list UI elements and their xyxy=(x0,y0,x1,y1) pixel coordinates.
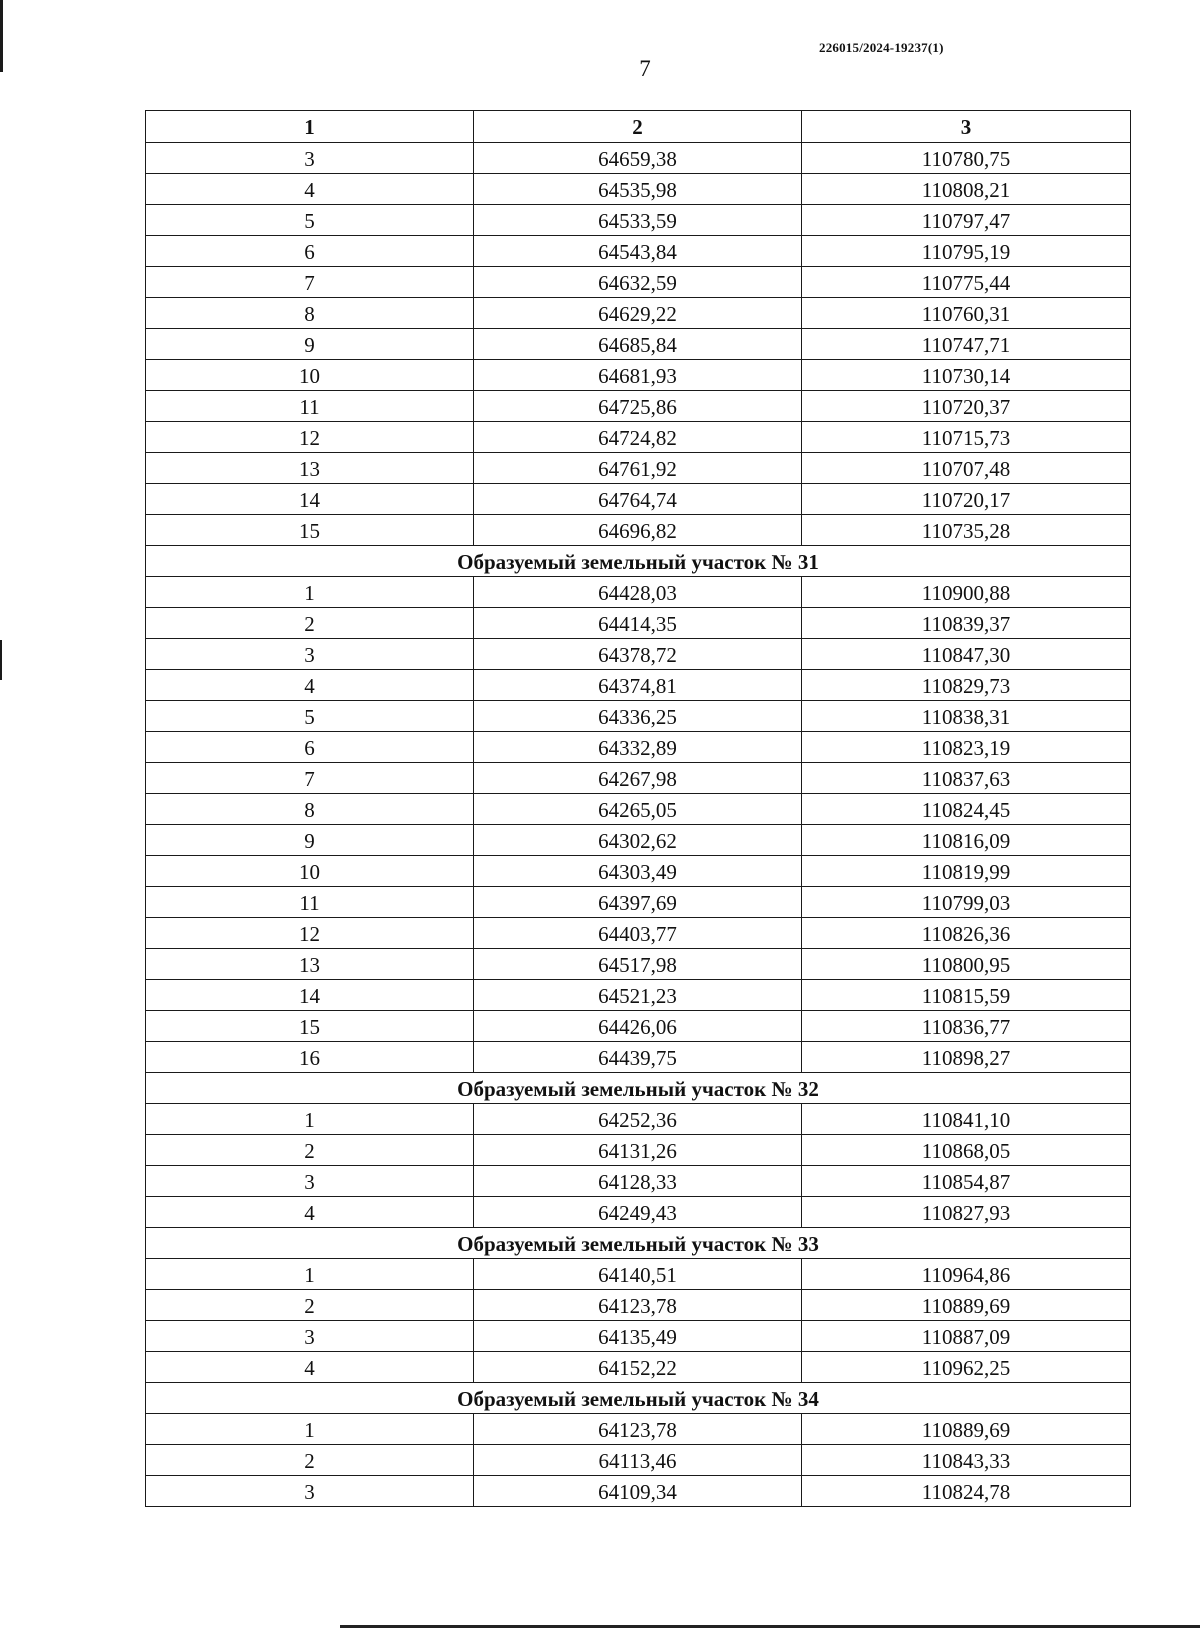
point-number-cell: 6 xyxy=(146,732,474,763)
point-number-cell: 4 xyxy=(146,1197,474,1228)
y-coordinate-cell: 110826,36 xyxy=(802,918,1131,949)
document-number: 226015/2024-19237(1) xyxy=(819,40,944,55)
point-number-cell: 8 xyxy=(146,794,474,825)
y-coordinate-cell: 110841,10 xyxy=(802,1104,1131,1135)
section-heading: Образуемый земельный участок № 34 xyxy=(146,1383,1131,1414)
section-heading: Образуемый земельный участок № 32 xyxy=(146,1073,1131,1104)
point-number-cell: 1 xyxy=(146,1414,474,1445)
x-coordinate-cell: 64403,77 xyxy=(474,918,802,949)
y-coordinate-cell: 110747,71 xyxy=(802,329,1131,360)
x-coordinate-cell: 64414,35 xyxy=(474,608,802,639)
x-coordinate-cell: 64123,78 xyxy=(474,1414,802,1445)
table-row xyxy=(146,360,1131,391)
table-row xyxy=(146,484,1131,515)
table-row xyxy=(146,825,1131,856)
table-body xyxy=(146,143,1131,1507)
x-coordinate-cell: 64685,84 xyxy=(474,329,802,360)
x-coordinate-cell: 64252,36 xyxy=(474,1104,802,1135)
table-row xyxy=(146,1197,1131,1228)
table-row xyxy=(146,949,1131,980)
x-coordinate-cell: 64265,05 xyxy=(474,794,802,825)
y-coordinate-cell: 110900,88 xyxy=(802,577,1131,608)
point-number-cell: 15 xyxy=(146,1011,474,1042)
x-coordinate-cell: 64336,25 xyxy=(474,701,802,732)
point-number-cell: 1 xyxy=(146,1104,474,1135)
x-coordinate-cell: 64632,59 xyxy=(474,267,802,298)
table-row xyxy=(146,639,1131,670)
table-header-row xyxy=(146,111,1131,143)
point-number-cell: 9 xyxy=(146,329,474,360)
y-coordinate-cell: 110775,44 xyxy=(802,267,1131,298)
section-heading-row xyxy=(146,546,1131,577)
point-number-cell: 3 xyxy=(146,1166,474,1197)
x-coordinate-cell: 64397,69 xyxy=(474,887,802,918)
y-coordinate-cell: 110838,31 xyxy=(802,701,1131,732)
y-coordinate-cell: 110824,78 xyxy=(802,1476,1131,1507)
x-coordinate-cell: 64439,75 xyxy=(474,1042,802,1073)
x-coordinate-cell: 64659,38 xyxy=(474,143,802,174)
table-row xyxy=(146,453,1131,484)
y-coordinate-cell: 110868,05 xyxy=(802,1135,1131,1166)
y-coordinate-cell: 110823,19 xyxy=(802,732,1131,763)
table-row xyxy=(146,1290,1131,1321)
table-row xyxy=(146,515,1131,546)
point-number-cell: 5 xyxy=(146,205,474,236)
section-heading-row xyxy=(146,1073,1131,1104)
x-coordinate-cell: 64128,33 xyxy=(474,1166,802,1197)
scan-bottom-edge xyxy=(340,1625,1200,1628)
y-coordinate-cell: 110760,31 xyxy=(802,298,1131,329)
table-row xyxy=(146,794,1131,825)
point-number-cell: 2 xyxy=(146,1135,474,1166)
section-heading: Образуемый земельный участок № 33 xyxy=(146,1228,1131,1259)
table-row xyxy=(146,391,1131,422)
point-number-cell: 15 xyxy=(146,515,474,546)
section-heading: Образуемый земельный участок № 31 xyxy=(146,546,1131,577)
table-row xyxy=(146,205,1131,236)
x-coordinate-cell: 64428,03 xyxy=(474,577,802,608)
y-coordinate-cell: 110889,69 xyxy=(802,1414,1131,1445)
x-coordinate-cell: 64517,98 xyxy=(474,949,802,980)
table-row xyxy=(146,670,1131,701)
table-row xyxy=(146,1166,1131,1197)
column-header: 1 xyxy=(146,111,474,143)
point-number-cell: 8 xyxy=(146,298,474,329)
table-row xyxy=(146,1321,1131,1352)
table-row xyxy=(146,1011,1131,1042)
table-row xyxy=(146,1135,1131,1166)
point-number-cell: 16 xyxy=(146,1042,474,1073)
point-number-cell: 2 xyxy=(146,1445,474,1476)
x-coordinate-cell: 64533,59 xyxy=(474,205,802,236)
x-coordinate-cell: 64302,62 xyxy=(474,825,802,856)
y-coordinate-cell: 110808,21 xyxy=(802,174,1131,205)
x-coordinate-cell: 64681,93 xyxy=(474,360,802,391)
table-row xyxy=(146,918,1131,949)
point-number-cell: 1 xyxy=(146,1259,474,1290)
table-row xyxy=(146,267,1131,298)
x-coordinate-cell: 64521,23 xyxy=(474,980,802,1011)
point-number-cell: 3 xyxy=(146,1476,474,1507)
y-coordinate-cell: 110816,09 xyxy=(802,825,1131,856)
column-header: 2 xyxy=(474,111,802,143)
point-number-cell: 10 xyxy=(146,360,474,391)
table-row xyxy=(146,1414,1131,1445)
section-heading-row xyxy=(146,1228,1131,1259)
y-coordinate-cell: 110843,33 xyxy=(802,1445,1131,1476)
x-coordinate-cell: 64267,98 xyxy=(474,763,802,794)
point-number-cell: 12 xyxy=(146,422,474,453)
y-coordinate-cell: 110889,69 xyxy=(802,1290,1131,1321)
table-row xyxy=(146,732,1131,763)
table-row xyxy=(146,608,1131,639)
point-number-cell: 4 xyxy=(146,670,474,701)
x-coordinate-cell: 64629,22 xyxy=(474,298,802,329)
table-row xyxy=(146,236,1131,267)
page-number: 7 xyxy=(639,56,651,81)
table-row xyxy=(146,1259,1131,1290)
y-coordinate-cell: 110730,14 xyxy=(802,360,1131,391)
section-heading-row xyxy=(146,1383,1131,1414)
point-number-cell: 11 xyxy=(146,391,474,422)
table-row xyxy=(146,174,1131,205)
scan-edge-mark-left xyxy=(0,640,2,680)
point-number-cell: 11 xyxy=(146,887,474,918)
point-number-cell: 3 xyxy=(146,639,474,670)
y-coordinate-cell: 110715,73 xyxy=(802,422,1131,453)
x-coordinate-cell: 64696,82 xyxy=(474,515,802,546)
table-row xyxy=(146,329,1131,360)
point-number-cell: 13 xyxy=(146,453,474,484)
x-coordinate-cell: 64109,34 xyxy=(474,1476,802,1507)
point-number-cell: 4 xyxy=(146,1352,474,1383)
y-coordinate-cell: 110720,37 xyxy=(802,391,1131,422)
table-row xyxy=(146,980,1131,1011)
y-coordinate-cell: 110795,19 xyxy=(802,236,1131,267)
x-coordinate-cell: 64761,92 xyxy=(474,453,802,484)
point-number-cell: 4 xyxy=(146,174,474,205)
point-number-cell: 5 xyxy=(146,701,474,732)
x-coordinate-cell: 64113,46 xyxy=(474,1445,802,1476)
point-number-cell: 3 xyxy=(146,143,474,174)
point-number-cell: 3 xyxy=(146,1321,474,1352)
x-coordinate-cell: 64135,49 xyxy=(474,1321,802,1352)
point-number-cell: 1 xyxy=(146,577,474,608)
table-row xyxy=(146,1352,1131,1383)
y-coordinate-cell: 110827,93 xyxy=(802,1197,1131,1228)
table-row xyxy=(146,856,1131,887)
x-coordinate-cell: 64764,74 xyxy=(474,484,802,515)
point-number-cell: 12 xyxy=(146,918,474,949)
y-coordinate-cell: 110735,28 xyxy=(802,515,1131,546)
point-number-cell: 9 xyxy=(146,825,474,856)
x-coordinate-cell: 64374,81 xyxy=(474,670,802,701)
y-coordinate-cell: 110847,30 xyxy=(802,639,1131,670)
x-coordinate-cell: 64378,72 xyxy=(474,639,802,670)
point-number-cell: 7 xyxy=(146,763,474,794)
table-row xyxy=(146,887,1131,918)
x-coordinate-cell: 64123,78 xyxy=(474,1290,802,1321)
table-row xyxy=(146,1042,1131,1073)
y-coordinate-cell: 110887,09 xyxy=(802,1321,1131,1352)
x-coordinate-cell: 64543,84 xyxy=(474,236,802,267)
point-number-cell: 13 xyxy=(146,949,474,980)
point-number-cell: 6 xyxy=(146,236,474,267)
table-row xyxy=(146,1476,1131,1507)
y-coordinate-cell: 110964,86 xyxy=(802,1259,1131,1290)
x-coordinate-cell: 64332,89 xyxy=(474,732,802,763)
x-coordinate-cell: 64152,22 xyxy=(474,1352,802,1383)
table-row xyxy=(146,701,1131,732)
y-coordinate-cell: 110707,48 xyxy=(802,453,1131,484)
x-coordinate-cell: 64140,51 xyxy=(474,1259,802,1290)
table-row xyxy=(146,298,1131,329)
point-number-cell: 14 xyxy=(146,484,474,515)
y-coordinate-cell: 110819,99 xyxy=(802,856,1131,887)
table-row xyxy=(146,1104,1131,1135)
x-coordinate-cell: 64725,86 xyxy=(474,391,802,422)
y-coordinate-cell: 110720,17 xyxy=(802,484,1131,515)
table-row xyxy=(146,422,1131,453)
y-coordinate-cell: 110837,63 xyxy=(802,763,1131,794)
y-coordinate-cell: 110780,75 xyxy=(802,143,1131,174)
y-coordinate-cell: 110824,45 xyxy=(802,794,1131,825)
y-coordinate-cell: 110898,27 xyxy=(802,1042,1131,1073)
y-coordinate-cell: 110836,77 xyxy=(802,1011,1131,1042)
point-number-cell: 7 xyxy=(146,267,474,298)
point-number-cell: 2 xyxy=(146,1290,474,1321)
x-coordinate-cell: 64426,06 xyxy=(474,1011,802,1042)
table-row xyxy=(146,577,1131,608)
point-number-cell: 2 xyxy=(146,608,474,639)
y-coordinate-cell: 110839,37 xyxy=(802,608,1131,639)
point-number-cell: 10 xyxy=(146,856,474,887)
y-coordinate-cell: 110800,95 xyxy=(802,949,1131,980)
coordinates-table xyxy=(145,110,1131,1507)
y-coordinate-cell: 110797,47 xyxy=(802,205,1131,236)
x-coordinate-cell: 64303,49 xyxy=(474,856,802,887)
column-header: 3 xyxy=(802,111,1131,143)
y-coordinate-cell: 110799,03 xyxy=(802,887,1131,918)
y-coordinate-cell: 110829,73 xyxy=(802,670,1131,701)
x-coordinate-cell: 64131,26 xyxy=(474,1135,802,1166)
table-row xyxy=(146,763,1131,794)
x-coordinate-cell: 64249,43 xyxy=(474,1197,802,1228)
table-row xyxy=(146,143,1131,174)
x-coordinate-cell: 64724,82 xyxy=(474,422,802,453)
x-coordinate-cell: 64535,98 xyxy=(474,174,802,205)
y-coordinate-cell: 110815,59 xyxy=(802,980,1131,1011)
y-coordinate-cell: 110854,87 xyxy=(802,1166,1131,1197)
point-number-cell: 14 xyxy=(146,980,474,1011)
y-coordinate-cell: 110962,25 xyxy=(802,1352,1131,1383)
table-row xyxy=(146,1445,1131,1476)
